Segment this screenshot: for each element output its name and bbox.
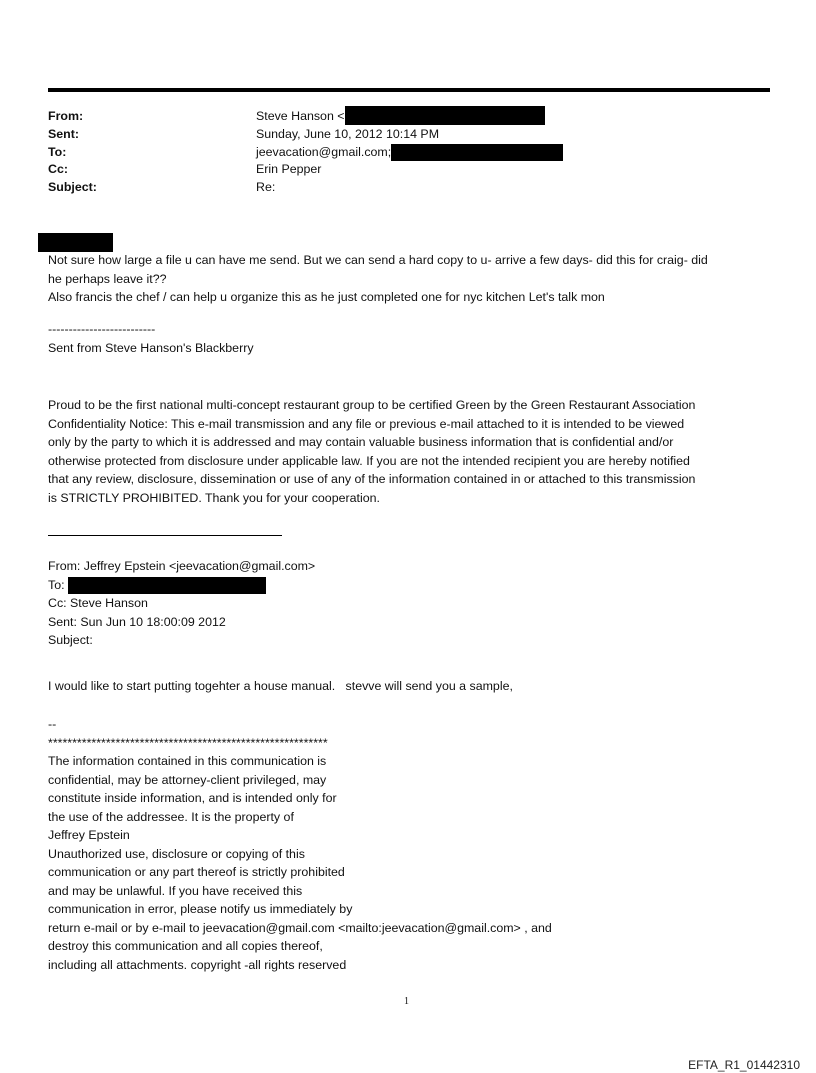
disclaimer-line: including all attachments. copyright -all rights reserved	[48, 957, 347, 972]
from-label: From:	[48, 109, 84, 123]
body-line: Also francis the chef / can help u organize this as he just completed one for nyc kitchen Let's talk mon	[48, 290, 605, 304]
original-cc: Cc: Steve Hanson	[48, 596, 148, 610]
header-rule	[48, 88, 770, 92]
to-value: jeevacation@gmail.com;	[256, 144, 392, 159]
disclaimer-line: confidential, may be attorney-client privileged, may	[48, 772, 327, 787]
disclaimer-line: communication or any part thereof is strictly prohibited	[48, 865, 345, 879]
signature-text: Sent from Steve Hanson's Blackberry	[48, 340, 254, 355]
cc-value: Erin Pepper	[256, 162, 322, 177]
disclaimer-line: communication in error, please notify us immediately by	[48, 902, 353, 916]
dash-line: --	[48, 717, 57, 731]
notice-line: that any review, disclosure, dissemination or use of any of the information contained in or attached to this transmission	[48, 472, 696, 486]
to-label: To:	[48, 144, 67, 159]
notice-line: Proud to be the first national multi-concept restaurant group to be certified Green by the Green Restaurant Association	[48, 398, 696, 412]
disclaimer-line: and may be unlawful. If you have received this	[48, 883, 303, 898]
original-body: I would like to start putting togehter a house manual. stevve will send you a sample,	[48, 679, 513, 693]
cc-label: Cc:	[48, 162, 68, 177]
original-to: To:	[48, 577, 65, 592]
sent-label: Sent:	[48, 126, 79, 141]
disclaimer	[48, 752, 552, 974]
original-header	[48, 557, 315, 650]
notice-line: Confidentiality Notice: This e-mail transmission and any file or previous e-mail attached to it is intended to be viewed	[48, 416, 685, 431]
disclaimer-line: destroy this communication and all copies thereof,	[48, 939, 323, 953]
notice-line: otherwise protected from disclosure under applicable law. If you are not the intended recipient you are hereby notified	[48, 453, 690, 468]
signature-separator: --------------------------	[48, 322, 156, 336]
original-footer	[48, 715, 328, 752]
disclaimer-line: return e-mail or by e-mail to jeevacation@gmail.com <mailto:jeevacation@gmail.com> , and	[48, 920, 552, 935]
body-line: Not sure how large a file u can have me send. But we can send a hard copy to u- arrive a few days- did this for craig- did	[48, 253, 708, 267]
subject-label: Subject:	[48, 180, 97, 195]
quote-separator	[48, 535, 282, 536]
redaction	[68, 577, 266, 594]
notice-line: is STRICTLY PROHIBITED. Thank you for your cooperation.	[48, 490, 380, 505]
body-line: he perhaps leave it??	[48, 271, 167, 286]
redaction	[391, 144, 563, 161]
original-sent: Sent: Sun Jun 10 18:00:09 2012	[48, 614, 226, 629]
reply-body	[48, 251, 708, 307]
stars-line: **********************************************************	[48, 735, 328, 750]
disclaimer-line: Unauthorized use, disclosure or copying of this	[48, 846, 305, 861]
disclaimer-line: Jeffrey Epstein	[48, 828, 130, 842]
confidentiality-notice	[48, 396, 695, 507]
page-number: 1	[404, 996, 409, 1007]
from-value: Steve Hanson <	[256, 109, 345, 123]
notice-line: only by the party to which it is addressed and may contain valuable business information that is confidential and/or	[48, 435, 674, 449]
disclaimer-line: The information contained in this communication is	[48, 754, 327, 768]
signature	[48, 320, 254, 357]
redaction	[345, 106, 545, 125]
subject-value: Re:	[256, 180, 276, 195]
disclaimer-line: constitute inside information, and is intended only for	[48, 791, 337, 805]
bates-number: EFTA_R1_01442310	[688, 1058, 800, 1072]
disclaimer-line: the use of the addressee. It is the property of	[48, 809, 294, 824]
redaction	[38, 233, 113, 252]
original-subject: Subject:	[48, 633, 93, 647]
sent-value: Sunday, June 10, 2012 10:14 PM	[256, 126, 440, 141]
original-from: From: Jeffrey Epstein <jeevacation@gmail.com>	[48, 559, 316, 573]
